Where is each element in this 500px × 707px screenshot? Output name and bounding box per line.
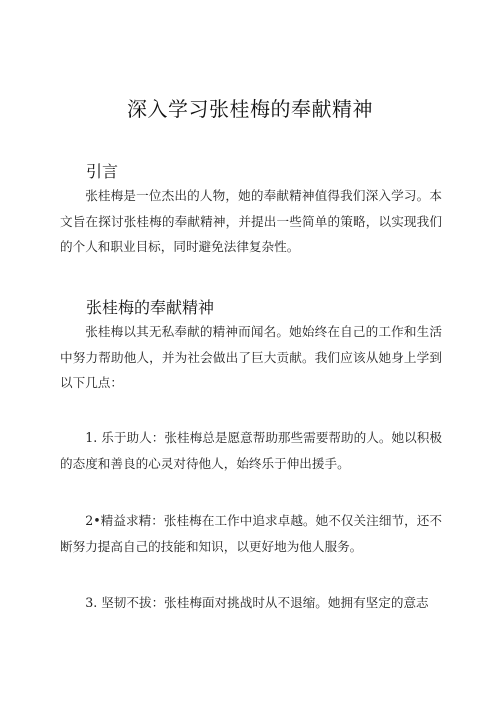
intro-paragraph: 张桂梅是一位杰出的人物，她的奉献精神值得我们深入学习。本文旨在探讨张桂梅的奉献精神，并提出一些简单的策略，以实现我们的个人和职业目标，同时避免法律复杂性。	[60, 188, 442, 254]
point-2-paragraph: 2•精益求精：张桂梅在工作中追求卓越。她不仅关注细节，还不断努力提高自己的技能和知识，以更好地为他人服务。	[60, 513, 442, 554]
document-title: 深入学习张桂梅的奉献精神	[127, 97, 373, 121]
point-1-paragraph: 1. 乐于助人：张桂梅总是愿意帮助那些需要帮助的人。她以积极的态度和善良的心灵对待他人，始终乐于伸出援手。	[60, 430, 442, 471]
dedication-paragraph: 张桂梅以其无私奉献的精神而闻名。她始终在自己的工作和生活中努力帮助他人，并为社会做出了巨大贡献。我们应该从她身上学到以下几点：	[60, 324, 442, 390]
section-heading-intro: 引言	[86, 162, 119, 181]
section-heading-dedication: 张桂梅的奉献精神	[86, 298, 215, 317]
point-3-paragraph: 3. 坚韧不拔：张桂梅面对挑战时从不退缩。她拥有坚定的意志	[85, 595, 429, 610]
